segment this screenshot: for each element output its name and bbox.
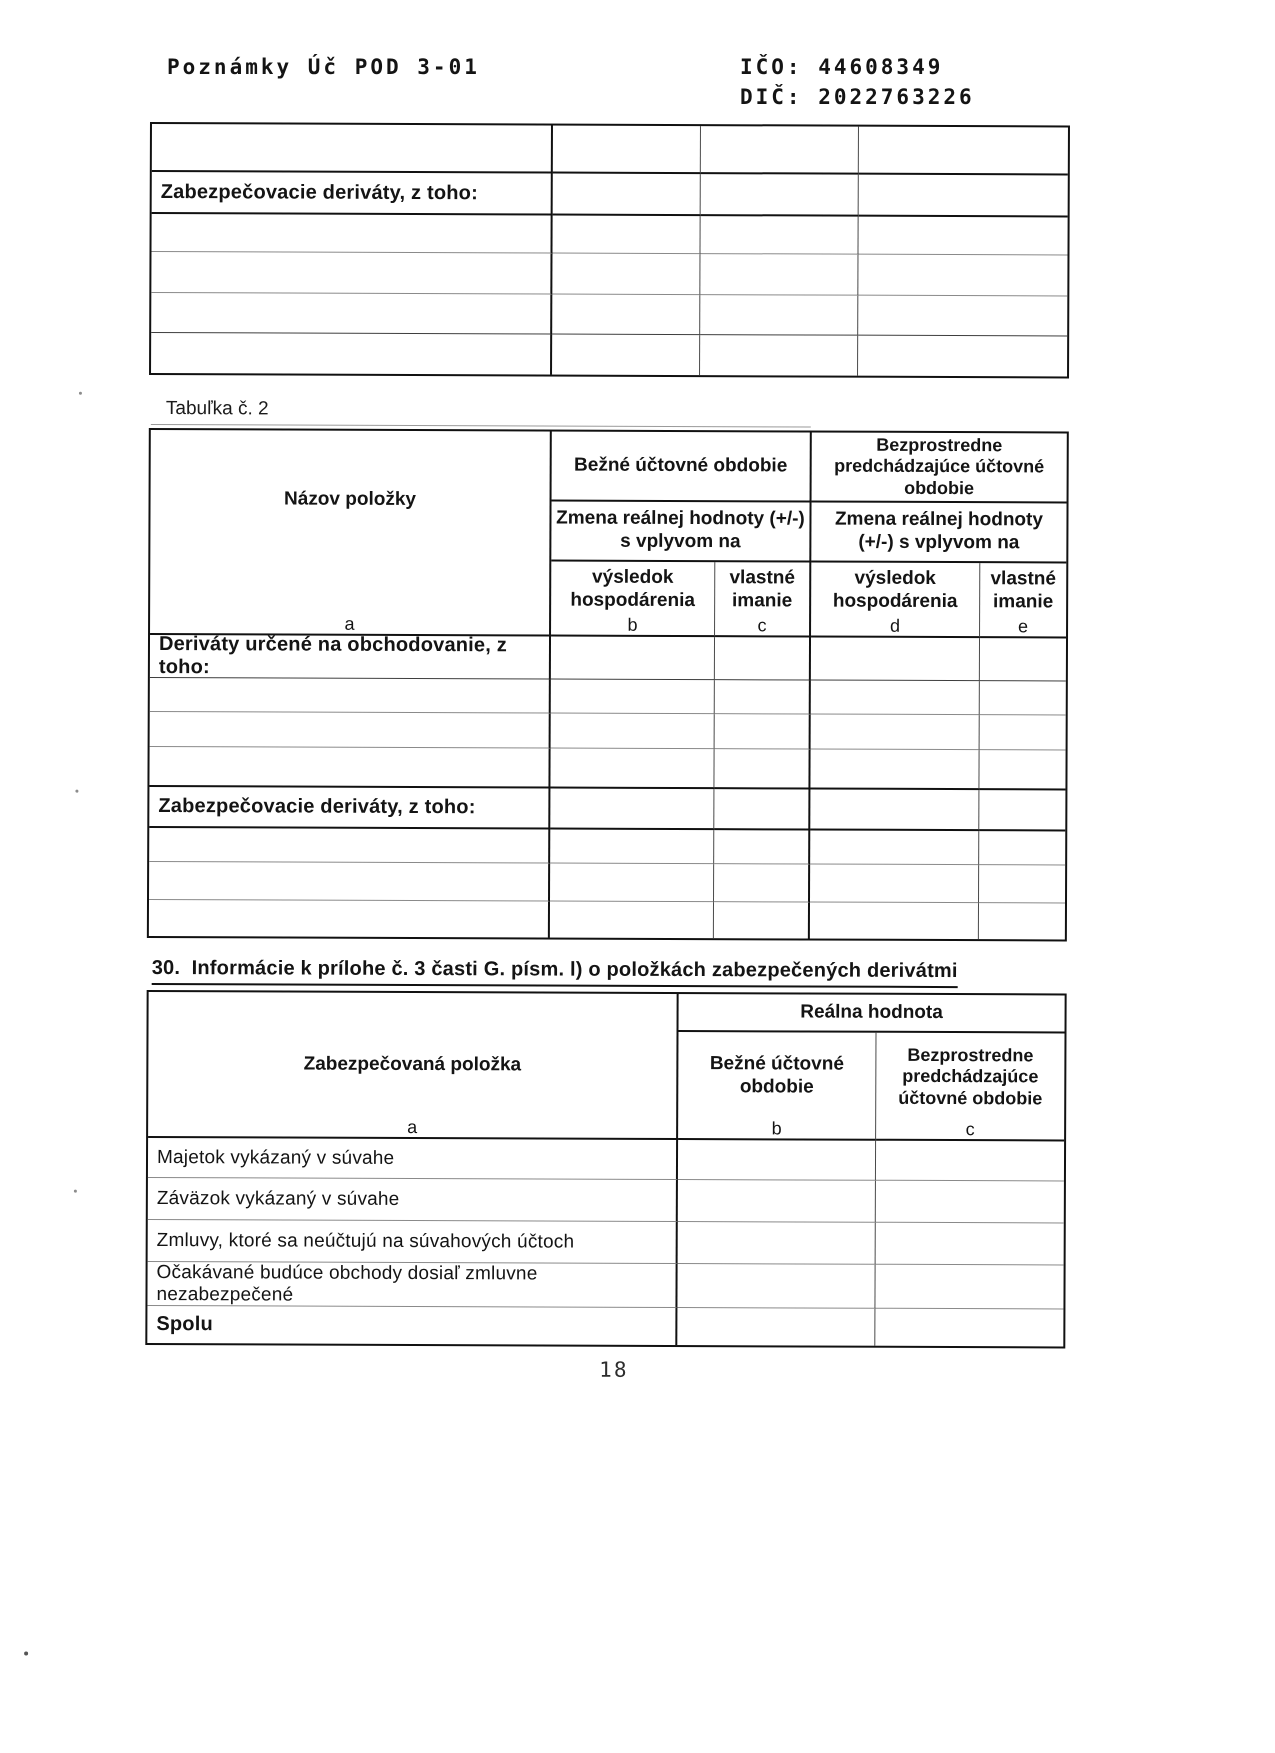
table-cell: [150, 678, 551, 714]
table-cell: [552, 216, 700, 255]
row-label: Záväzok vykázaný v súvahe: [148, 1178, 678, 1222]
form-title: Poznámky Úč POD 3-01: [167, 55, 480, 79]
table-cell: [700, 295, 858, 336]
table-cell: [550, 830, 714, 865]
row-label: Majetok vykázaný v súvahe: [148, 1138, 678, 1180]
table-cell: [677, 1308, 875, 1346]
table-cell: [550, 749, 714, 790]
scan-artifact-dot: [74, 1190, 77, 1193]
ico-line: IČO: 44608349: [740, 55, 944, 79]
header-bezne-obdobie: Bežné účtovné obdobie: [552, 432, 812, 503]
table-cell: [550, 864, 714, 903]
table-cell: [980, 715, 1066, 750]
table-cell: [810, 750, 979, 791]
table-cell: [859, 175, 1068, 218]
column-letter-b: b: [627, 614, 638, 635]
subheader-zmena-hodnoty-2: Zmena reálnej hodnoty (+/-) s vplyvom na: [811, 503, 1066, 564]
row-label: Deriváty určené na obchodovanie, z toho:: [150, 635, 551, 680]
header-label: výsledok hospodárenia: [570, 566, 695, 611]
table-hedged-items: [145, 990, 1066, 1349]
table-cell: [810, 865, 979, 904]
dic-line: DIČ: 2022763226: [740, 85, 975, 109]
table-cell: [553, 174, 701, 217]
header-label: Bezprostredne predchádzajúce účtovné obdobie: [898, 1044, 1043, 1109]
table-cell: [714, 902, 810, 938]
table-cell: [980, 638, 1066, 681]
table-cell: [149, 862, 550, 902]
table-cell: [149, 900, 550, 938]
header-label: Zabezpečovaná položka: [303, 1053, 522, 1075]
row-label: Zabezpečovacie deriváty, z toho:: [149, 787, 550, 830]
table-cell: [858, 296, 1067, 337]
table-cell: [552, 254, 700, 296]
table-cell: [715, 680, 811, 714]
table-cell: [714, 789, 810, 830]
table-cell: [811, 638, 980, 682]
table-cell: [550, 789, 714, 831]
table-cell: [714, 864, 810, 902]
table-cell: [151, 293, 552, 335]
table-cell: [551, 714, 715, 750]
table-cell: [551, 637, 715, 681]
row-label: Očakávané budúce obchody dosiaľ zmluvne nezabezpečené: [147, 1262, 677, 1308]
header-col-e: [980, 563, 1066, 638]
header-label: vlastné imanie: [990, 567, 1057, 612]
column-letter-e: e: [1018, 616, 1029, 637]
table-real-value-changes: [147, 428, 1069, 942]
row-label: Zmluvy, ktoré sa neúčtujú na súvahových účtoch: [148, 1220, 678, 1264]
column-letter-d: d: [890, 615, 901, 636]
table-cell: [553, 126, 701, 175]
table-cell: [701, 126, 859, 175]
table-cell: [551, 680, 715, 715]
table-cell: [876, 1223, 1064, 1266]
table-cell: [150, 712, 551, 749]
table-cell: [715, 637, 811, 680]
scan-artifact-dot: [24, 1651, 28, 1655]
table-cell: [859, 127, 1068, 176]
column-letter-a: a: [344, 613, 355, 634]
table-cell: [858, 336, 1067, 377]
column-letter-a: a: [407, 1116, 418, 1137]
table-cell: [151, 214, 552, 254]
table2-caption: Tabuľka č. 2: [165, 398, 269, 420]
subheader-zmena-hodnoty-1: Zmena reálnej hodnoty (+/-) s vplyvom na: [551, 502, 811, 563]
table-cell: [979, 831, 1065, 865]
header-col-c: [876, 1033, 1064, 1142]
table-cell: [858, 255, 1067, 297]
table-cell: [701, 174, 859, 217]
table-cell: [979, 865, 1065, 903]
page-number: 18: [599, 1357, 629, 1382]
header-label: vlastné imanie: [729, 566, 796, 611]
column-letter-c: c: [757, 615, 767, 636]
table-cell: [700, 254, 858, 296]
header-label: Bežné účtovné obdobie: [709, 1053, 844, 1098]
table-cell: [678, 1180, 876, 1223]
table-cell: [151, 333, 552, 375]
table-cell: [875, 1309, 1063, 1347]
table-cell: [677, 1264, 875, 1309]
table-cell: [700, 216, 858, 255]
header-label: Názov položky: [284, 488, 417, 510]
header-col-b: [678, 1032, 876, 1141]
caption-underline: [151, 424, 811, 428]
table-cell: [714, 830, 810, 864]
table-cell: [810, 790, 979, 832]
table-cell: [858, 217, 1067, 256]
table-cell: [979, 790, 1065, 831]
table-cell: [149, 828, 550, 864]
table-cell: [149, 747, 550, 789]
row-label-spolu: Spolu: [147, 1306, 677, 1345]
table-cell: [810, 831, 979, 866]
table-cell: [700, 335, 858, 376]
header-label: výsledok hospodárenia: [832, 567, 958, 612]
header-predchadzajuce-obdobie: Bezprostredne predchádzajúce účtovné obdobie: [812, 433, 1067, 504]
table-cell: [876, 1141, 1064, 1182]
table-cell: [811, 681, 980, 716]
table-cell: [550, 902, 714, 939]
table-cell: [714, 749, 810, 789]
table-cell: [810, 903, 979, 940]
scan-artifact-dot: [75, 790, 78, 793]
section-30-heading: 30. Informácie k prílohe č. 3 časti G. písm. l) o položkách zabezpečených derivátmi: [152, 957, 958, 988]
table-cell: [876, 1181, 1064, 1224]
table-cell: [875, 1265, 1063, 1310]
table-cell: [151, 252, 552, 295]
table-cell: [979, 750, 1065, 790]
header-zabezpecovana-polozka: [148, 992, 679, 1140]
header-col-d: [811, 563, 980, 639]
column-letter-c: c: [965, 1119, 975, 1140]
table-cell: [811, 715, 980, 751]
table-derivatives-continuation: [149, 122, 1070, 379]
header-nazov-polozky: [150, 430, 552, 637]
header-col-b: [551, 562, 715, 638]
column-letter-b: b: [771, 1118, 782, 1139]
table-cell: [678, 1222, 876, 1265]
table-cell: [152, 124, 553, 174]
table-cell: [980, 681, 1066, 715]
row-label: Zabezpečovacie deriváty, z toho:: [152, 172, 553, 216]
table-cell: [715, 714, 811, 749]
header-realna-hodnota: Reálna hodnota: [679, 994, 1065, 1033]
table-cell: [979, 903, 1065, 939]
table-cell: [552, 295, 700, 336]
header-col-c: [715, 562, 811, 637]
scan-artifact-dot: [79, 392, 82, 395]
table-cell: [552, 335, 700, 376]
table-cell: [678, 1140, 876, 1181]
